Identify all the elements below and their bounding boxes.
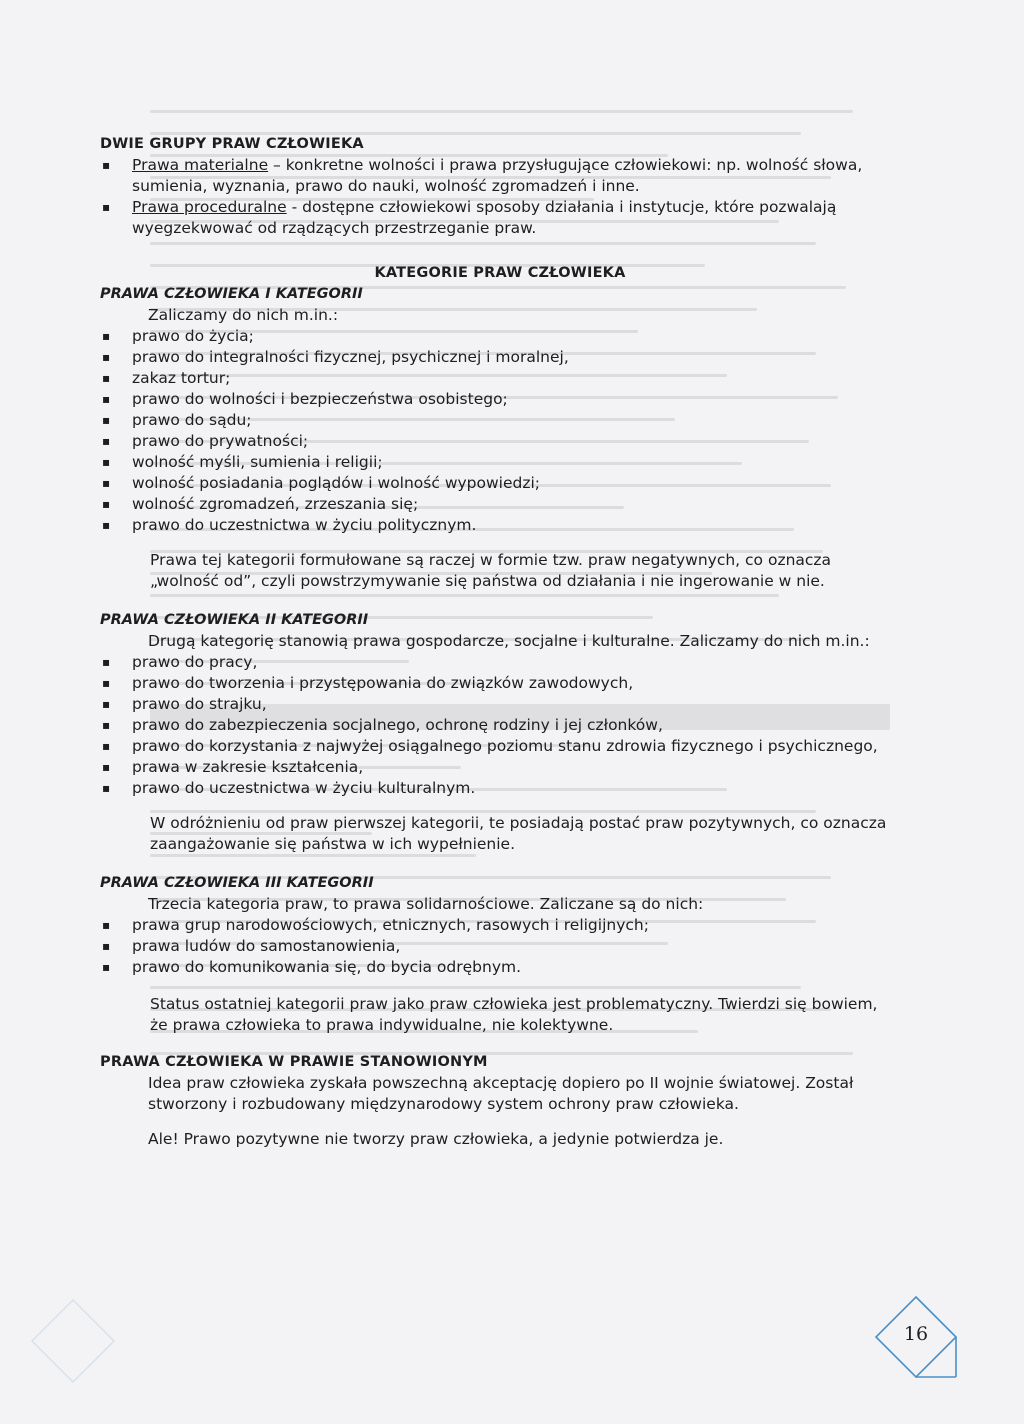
list-item: ▪ prawo do uczestnictwa w życiu politycznym. (100, 515, 900, 536)
list-item (100, 155, 900, 197)
heading-two-groups: DWIE GRUPY PRAW CZŁOWIEKA (100, 136, 364, 152)
list-item: ▪ prawo do zabezpieczenia socjalnego, ochronę rodziny i jej członków, (100, 715, 900, 736)
category-3-list (100, 915, 900, 978)
list-item: ▪ wolność zgromadzeń, zrzeszania się; (100, 494, 900, 515)
list-item (100, 197, 900, 239)
list-item: ▪ prawo do wolności i bezpieczeństwa osobistego; (100, 389, 900, 410)
bleed-through-page-marker (30, 1298, 116, 1384)
list-item: ▪ prawo do życia; (100, 326, 900, 347)
statutory-paragraph-1: Idea praw człowieka zyskała powszechną akceptację dopiero po II wojnie światowej. Został stworzony i rozbudowany międzynarodowy system ochrony praw człowieka. (148, 1074, 854, 1113)
definition-text: - dostępne człowiekowi sposoby działania i instytucje, które pozwalają wyegzekwować od rządzących przestrzeganie praw. (132, 198, 837, 237)
list-item: ▪ prawo do tworzenia i przystępowania do związków zawodowych, (100, 673, 900, 694)
list-item: ▪ prawa ludów do samostanowienia, (100, 936, 900, 957)
heading-statutory-law: PRAWA CZŁOWIEKA W PRAWIE STANOWIONYM (100, 1054, 488, 1070)
heading-category-2: PRAWA CZŁOWIEKA II KATEGORII (100, 612, 369, 628)
list-item: ▪ prawo do sądu; (100, 410, 900, 431)
list-item: ▪ prawo do integralności fizycznej, psychicznej i moralnej, (100, 347, 900, 368)
list-item: ▪ prawo do pracy, (100, 652, 900, 673)
page-number-badge (872, 1293, 960, 1381)
statutory-paragraph-2: Ale! Prawo pozytywne nie tworzy praw człowieka, a jedynie potwierdza je. (148, 1130, 724, 1148)
category-3-note: Status ostatniej kategorii praw jako praw człowieka jest problematyczny. Twierdzi się bowiem, że prawa człowieka to prawa indywidualne, nie kolektywne. (150, 995, 878, 1034)
heading-category-3: PRAWA CZŁOWIEKA III KATEGORII (100, 875, 374, 891)
category-2-list (100, 652, 900, 799)
rights-groups-list (100, 155, 900, 239)
category-2-note: W odróżnieniu od praw pierwszej kategorii, te posiadają postać praw pozytywnych, co oznacza zaangażowanie się państwa w ich wypełnienie. (150, 814, 887, 853)
list-item: ▪ zakaz tortur; (100, 368, 900, 389)
list-item: ▪ prawa grup narodowościowych, etnicznych, rasowych i religijnych; (100, 915, 900, 936)
document-body (100, 134, 900, 1150)
category-3-intro: Trzecia kategoria praw, to prawa solidarnościowe. Zaliczane są do nich: (148, 895, 704, 913)
category-1-note: Prawa tej kategorii formułowane są raczej w formie tzw. praw negatywnych, co oznacza „wolność od”, czyli powstrzymywanie się państwa od działania i nie ingerowanie w nie. (150, 551, 832, 590)
category-1-intro: Zaliczamy do nich m.in.: (148, 306, 339, 324)
list-item: ▪ wolność myśli, sumienia i religii; (100, 452, 900, 473)
page-number: 16 (903, 1323, 929, 1345)
list-item: ▪ wolność posiadania poglądów i wolność wypowiedzi; (100, 473, 900, 494)
list-item: ▪ prawo do uczestnictwa w życiu kulturalnym. (100, 778, 900, 799)
list-item: ▪ prawa w zakresie kształcenia, (100, 757, 900, 778)
term-procedural-rights: Prawa proceduralne (132, 198, 287, 216)
list-item: ▪ prawo do komunikowania się, do bycia odrębnym. (100, 957, 900, 978)
list-item: ▪ prawo do korzystania z najwyżej osiągalnego poziomu stanu zdrowia fizycznego i psychicznego, (100, 736, 900, 757)
list-item: ▪ prawo do prywatności; (100, 431, 900, 452)
heading-category-1: PRAWA CZŁOWIEKA I KATEGORII (100, 286, 363, 302)
category-2-intro: Drugą kategorię stanowią prawa gospodarcze, socjalne i kulturalne. Zaliczamy do nich m.in.: (148, 632, 870, 650)
term-material-rights: Prawa materialne (132, 156, 269, 174)
definition-text: – konkretne wolności i prawa przysługujące człowiekowi: np. wolność słowa, sumienia, wyznania, prawo do nauki, wolność zgromadzeń i inne. (132, 156, 863, 195)
category-1-list (100, 326, 900, 536)
list-item: ▪ prawo do strajku, (100, 694, 900, 715)
heading-categories: KATEGORIE PRAW CZŁOWIEKA (374, 265, 626, 281)
